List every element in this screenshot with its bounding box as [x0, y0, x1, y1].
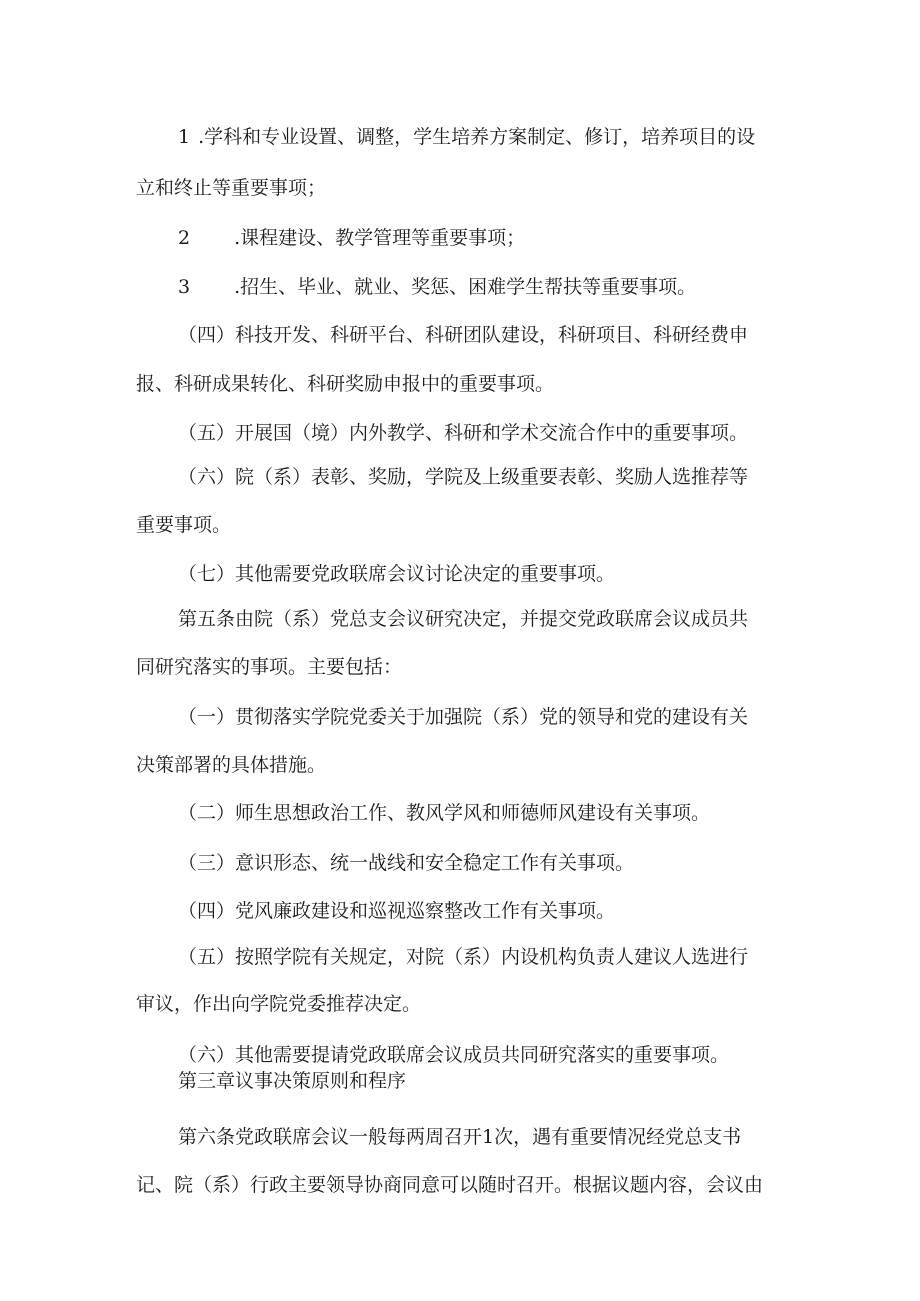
article-5-item-6: （六）其他需要提请党政联席会议成员共同研究落实的重要事项。	[178, 1044, 730, 1066]
article-5-item-5-line-2: 审议，作出向学院党委推荐决定。	[136, 993, 422, 1015]
section-6-line-1: （六）院（系）表彰、奖励，学院及上级重要表彰、奖励人选推荐等	[178, 466, 749, 488]
article-5-item-2: （二）师生思想政治工作、教风学风和师德师风建设有关事项。	[178, 802, 711, 824]
section-4-line-2: 报、科研成果转化、科研奖励申报中的重要事项。	[136, 373, 555, 395]
section-6-line-2: 重要事项。	[136, 514, 232, 536]
article-5-item-1-line-1: （一）贯彻落实学院党委关于加强院（系）党的领导和党的建设有关	[178, 706, 749, 728]
item-1-number: 1	[178, 126, 191, 148]
article-5-line-1: 第五条由院（系）党总支会议研究决定，并提交党政联席会议成员共	[178, 608, 749, 630]
section-5-line: （五）开展国（境）内外教学、科研和学术交流合作中的重要事项。	[178, 422, 749, 444]
item-2-line	[178, 226, 525, 250]
article-6-line-2: 记、院（系）行政主要领导协商同意可以随时召开。根据议题内容，会议由	[136, 1174, 764, 1196]
article-5-item-1-line-2: 决策部署的具体措施。	[136, 754, 327, 776]
article-5-item-5-line-1: （五）按照学院有关规定，对院（系）内设机构负责人建议人选进行	[178, 946, 749, 968]
item-2-number: 2	[178, 227, 191, 249]
item-1-line-2: 立和终止等重要事项；	[136, 177, 327, 199]
item-3-number: 3	[178, 276, 191, 298]
article-5-line-2: 同研究落实的事项。主要包括：	[136, 656, 403, 678]
article-5-item-4: （四）党风廉政建设和巡视巡察整改工作有关事项。	[178, 900, 616, 922]
section-4-line-1: （四）科技开发、科研平台、科研团队建设，科研项目、科研经费申	[178, 324, 749, 346]
article-6-line-1: 第六条党政联席会议一般每两周召开1次，遇有重要情况经党总支书	[178, 1126, 742, 1148]
section-7-line: （七）其他需要党政联席会议讨论决定的重要事项。	[178, 563, 616, 585]
chapter-3-heading: 第三章议事决策原则和程序	[178, 1070, 407, 1092]
article-5-item-3: （三）意识形态、统一战线和安全稳定工作有关事项。	[178, 852, 635, 874]
item-1-line-1	[178, 125, 755, 149]
item-3-text: .招生、毕业、就业、奖惩、困难学生帮扶等重要事项。	[234, 276, 697, 298]
item-2-text: .课程建设、教学管理等重要事项；	[234, 227, 526, 249]
item-1-text: .学科和专业设置、调整，学生培养方案制定、修订，培养项目的设	[198, 126, 756, 148]
item-3-line	[178, 275, 696, 299]
